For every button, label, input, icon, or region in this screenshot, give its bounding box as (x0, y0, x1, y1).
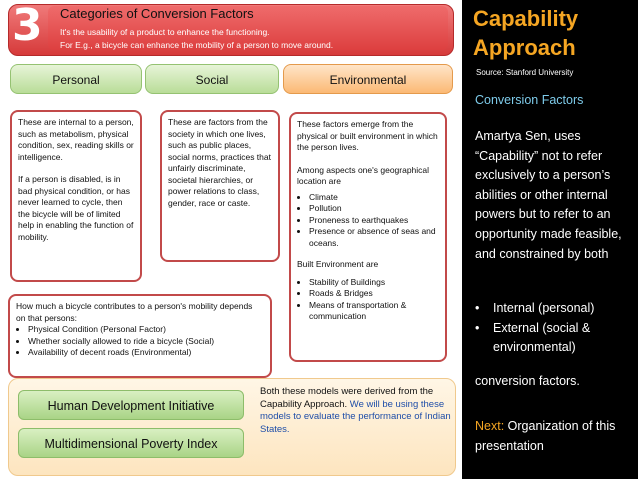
env-intro: These factors emerge from the physical or built environment in which the person lives. (297, 119, 438, 152)
list-item: • Proneness to earthquakes (309, 215, 439, 227)
bicycle-example-box (8, 294, 272, 378)
list-item: • Presence or absence of seas and oceans. (309, 226, 439, 249)
list-item: • Whether socially allowed to ride a bicycle (Social) (28, 336, 264, 348)
next-section (475, 417, 635, 456)
list-item: • Means of transportation & communication (309, 300, 439, 323)
category-personal: Personal (10, 64, 142, 94)
category-environmental: Environmental (283, 64, 453, 94)
next-label: Next: (475, 419, 505, 433)
bicycle-intro: How much a bicycle contributes to a person's mobility depends on that persons: (16, 301, 253, 323)
conversion-tail: conversion factors. (475, 374, 580, 388)
env-geo-list (297, 192, 439, 250)
list-item: • Availability of decent roads (Environmental) (28, 347, 264, 359)
header-subtitle-2: For E.g., a bicycle can enhance the mobility of a person to move around. (60, 40, 334, 50)
models-note-highlight: We will be using these models to evaluate the performance of Indian States. (260, 398, 451, 435)
section-number: 3 (12, 0, 43, 51)
personal-factors-box (10, 110, 142, 282)
slide-title-line-1: Capability (473, 6, 579, 31)
models-note-text: Both these models were derived from the Capability Approach. (260, 386, 434, 410)
social-factors-box (160, 110, 280, 262)
factor-type-list (475, 299, 635, 358)
slide-title (473, 4, 578, 62)
env-built-list (297, 277, 439, 323)
env-built-label: Built Environment are (297, 259, 379, 269)
list-item: • Roads & Bridges (309, 288, 439, 300)
list-item: • Climate (309, 192, 439, 204)
header-subtitle-1: It's the usability of a product to enhance the functioning. (60, 27, 270, 37)
env-geo-label: Among aspects one's geographical location are (297, 164, 430, 186)
slide-title-line-2: Approach (473, 35, 576, 60)
model-mpi: Multidimensional Poverty Index (18, 428, 244, 458)
list-item: • Pollution (309, 203, 439, 215)
next-text: Organization of this presentation (475, 419, 616, 453)
list-item: • External (social & environmental) (475, 319, 635, 358)
capability-description: Amartya Sen, uses “Capability” not to refer exclusively to a person’s abilities or other internal powers but to refer to an opportunity made feasible, and constrained by both (475, 129, 622, 261)
source-label: Source: Stanford University (476, 68, 574, 77)
category-social: Social (145, 64, 279, 94)
environmental-factors-box (289, 112, 447, 362)
models-note (260, 386, 456, 436)
bicycle-list (16, 324, 264, 359)
social-desc: These are factors from the society in which one lives, such as public places, social norms, practices that unfairly discriminate, societal hierarchies, or power relations to class, gender, race or caste. (168, 117, 271, 208)
list-item: • Internal (personal) (475, 299, 635, 319)
conversion-heading: Conversion Factors (475, 93, 584, 107)
personal-example: If a person is disabled, is in bad physical condition, or has never learned to cycle, then the bicycle will be of limited help in enabling the function of mobility. (18, 174, 134, 242)
model-hdi: Human Development Initiative (18, 390, 244, 420)
personal-desc: These are internal to a person, such as metabolism, physical condition, sex, reading skills or intelligence. (18, 117, 134, 162)
list-item: • Physical Condition (Personal Factor) (28, 324, 264, 336)
list-item: • Stability of Buildings (309, 277, 439, 289)
header-title: Categories of Conversion Factors (60, 6, 254, 21)
